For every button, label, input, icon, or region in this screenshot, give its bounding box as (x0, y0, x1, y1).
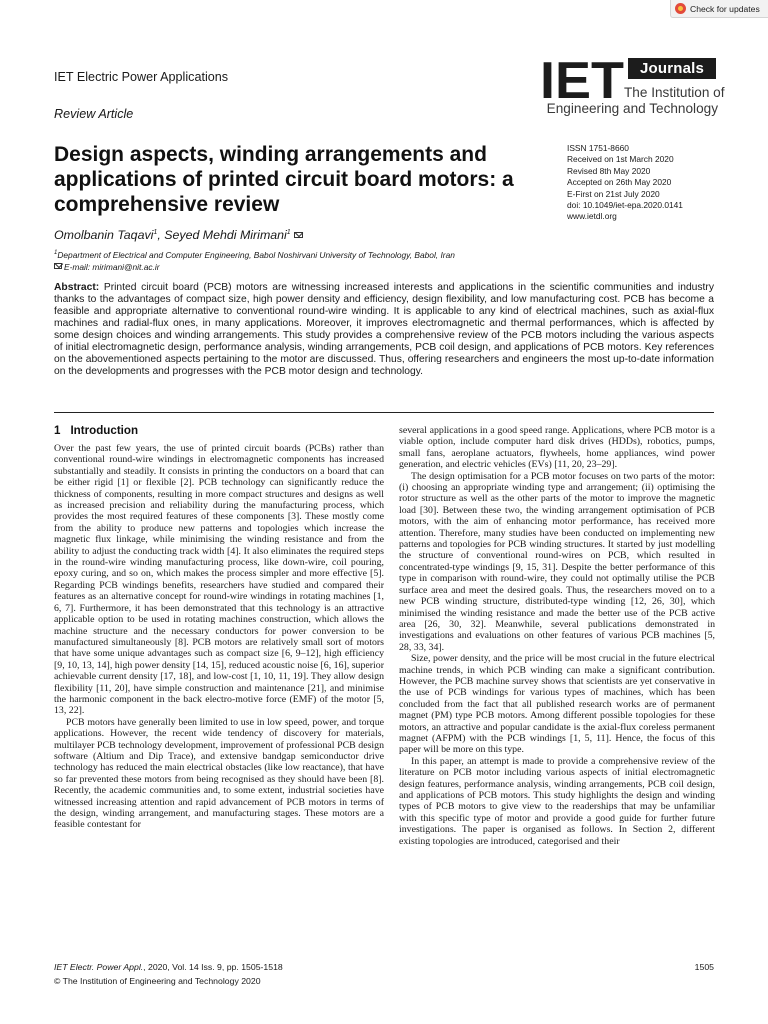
footer-citation (54, 962, 283, 972)
section-number: 1 (54, 424, 61, 437)
body-paragraph: Size, power density, and the price will be most crucial in the future electrical machine trends, in which PCB winding can make a significant contribution. However, the PCB machine survey shows that scientists are yet conservative in the use of PCB windings for various types of machines, which has been concluded from the fact that all published research works are of permanent magnet (PM) type PCB motors. Among different possible topologies for these motors, an attractive and popular candidate is the axial-flux coreless permanent magnet (AFPM) with the PCB windings [1, 5, 11]. Hence, the focus of this paper will be more on this type. (399, 653, 715, 756)
section-divider (54, 412, 714, 413)
abstract-label: Abstract: (54, 282, 100, 293)
journal-abbreviation: IET Electr. Power Appl. (54, 962, 144, 972)
affiliation (54, 250, 455, 260)
envelope-icon (294, 232, 303, 238)
journals-wordmark: Journals (628, 58, 716, 79)
institution-name-line2: Engineering and Technology (546, 101, 718, 116)
copyright-notice: © The Institution of Engineering and Technology 2020 (54, 976, 261, 986)
left-column (54, 424, 384, 831)
check-for-updates-button[interactable] (670, 0, 768, 18)
section-title: Introduction (70, 424, 139, 437)
author-affiliation-mark: 1 (153, 228, 158, 236)
abstract (54, 282, 714, 378)
affiliation-mark: 1 (54, 250, 58, 257)
article-type: Review Article (54, 107, 134, 121)
section-heading (54, 424, 384, 437)
corresponding-email (54, 262, 160, 272)
received-date: Received on 1st March 2020 (567, 154, 674, 165)
issn: ISSN 1751-8660 (567, 143, 629, 153)
body-paragraph: Over the past few years, the use of printed circuit boards (PCBs) rather than conventional round-wire windings in electromagnetic components has increased substantially and steadily. It consists in printing the conductors on a board that can be either rigid [1] or flexible [2]. PCB technology can significantly reduce the thickness of components, resulting in more compact structures and designs as well as increased precision and reliability during the manufacturing process, which provides the most required features of these components [3]. These mostly come from the ability to produce new patterns and topologies which increase the magnetic flux linkage, while minimising the winding resistance and from the ability to adjust the conducting track width [4]. It also eliminates the required steps in the round-wire winding manufacturing process, like down-wire, coil pouring, epoxy curing, and so on, which makes the process simpler and more effective [5]. Regarding PCB windings benefits, researchers have studied and compared their features as an alternative concept for round-wire windings in rotating machines [1, 6, 7]. Furthermore, it has been demonstrated that this technology is an attractive applicable option to be used in rotating machines construction, which allows the machine structure and the necessary conductors for power conversion to be manufactured simultaneously [8]. PCB motors are relatively small sort of motors that have some unique advantages such as compact size [6, 9–12], high efficiency [9, 10, 13, 14], high power density [14, 15], reduced acoustic noise [6, 16], superior achievable current density [17, 18], and low-cost [1, 10, 11, 19]. They allow design flexibility [11, 20], have simple construction and maintenance [21], and minimise the harmonic component in the back electro-motive force (EMF) of the motor [5, 13, 22]. (54, 443, 384, 717)
right-column (399, 425, 715, 847)
institution-name-line1: The Institution of (624, 85, 725, 100)
author-list (54, 228, 303, 242)
author-affiliation-mark: 1 (286, 228, 291, 236)
check-for-updates-label: Check for updates (690, 3, 760, 14)
article-title: Design aspects, winding arrangements and applications of printed circuit board motors: a comprehensive review (54, 143, 514, 216)
journal-name: IET Electric Power Applications (54, 70, 229, 84)
email-text[interactable]: E-mail: mirimani@nit.ac.ir (64, 262, 160, 272)
affiliation-text: Department of Electrical and Computer Engineering, Babol Noshirvani University of Technology, Babol, Iran (57, 250, 455, 260)
iet-journals-logo (540, 58, 725, 122)
publication-info (567, 143, 683, 223)
efirst-date: E-First on 21st July 2020 (567, 188, 660, 199)
doi-link[interactable]: doi: 10.1049/iet-epa.2020.0141 (567, 200, 683, 211)
crossmark-icon (675, 3, 686, 14)
body-paragraph: In this paper, an attempt is made to provide a comprehensive review of the literature on PCB motor including various aspects of initial electromagnetic design features, performance analysis, winding arrangements, PCB coil design, and applications of PCB motors. This study highlights the design and winding types of PCB motors to give view to the readerships that may be unfamiliar with this specific type of motor and provide a good guide for further future investigations. The paper is organised as follows. In Section 2, different existing topologies are introduced, categorised and their (399, 755, 715, 847)
iet-logo-mark (540, 58, 626, 100)
body-paragraph: The design optimisation for a PCB motor focuses on two parts of the motor: (i) choosing an appropriate winding type and arrangement; (ii) optimising the rotor structure as well as the other parts of the motor to improve the magnetic load [30]. Between these two, the winding arrangement optimisation of PCB motors, with the aim of enhancing motor performance, has received more attention. Therefore, many studies have been conducted on implementing new patterns and topologies for PCB winding structures. It started by just modelling the structure of conventional round-wires on PCB, which resulted in concentrated-type windings [9, 15, 31]. Despite the better performance of this type in comparison with round-wire, they could not optimally utilise the PCB surface area and meet the desired goals. Thus, the researchers moved on to a new PCB winding structure, distributed-type winding [12, 26, 30], which minimised the winding resistance and made the better use of the PCB active area [26, 30, 32]. Meanwhile, several publications demonstrated in investigations and evaluations on other features of various PCB machines [5, 28, 33, 34]. (399, 470, 715, 653)
page-number: 1505 (694, 962, 714, 972)
accepted-date: Accepted on 26th May 2020 (567, 177, 672, 188)
author-name: Omolbanin Taqavi (54, 228, 154, 242)
envelope-icon (54, 263, 62, 269)
citation-details: , 2020, Vol. 14 Iss. 9, pp. 1505-1518 (143, 962, 283, 972)
ietdl-link[interactable]: www.ietdl.org (567, 211, 617, 222)
abstract-text: Printed circuit board (PCB) motors are witnessing increased interests and applications in the scientific communities and industry thanks to the advantages of compact size, high power density and efficiency, design flexibility, and low manufacturing cost. PCB has become a feasible and appropriate alternative to conventional round-wire winding. It is applicable to any kind of electrical machines, such as axial-flux machines and radial-flux ones, in many applications. Moreover, it improves electromagnetic and thermal performances, which is affected by some design choices and winding arrangements. This study provides a comprehensive review of the PCB motors including the various aspects of initial electromagnetic design, performance analysis, winding arrangements, PCB coil design, and applications of PCB motors. Key references on the abovementioned aspects pertaining to the motor are discussed. Thus, offering researchers and engineers the most up-to-date information on the developments and progresses with the PCB motor design and technology. (54, 282, 714, 377)
iet-mark-text: IET (540, 58, 625, 100)
revised-date: Revised 8th May 2020 (567, 165, 651, 176)
author-separator: , (157, 228, 165, 242)
body-paragraph: PCB motors have generally been limited to use in low speed, power, and torque applications. However, the recent wide tendency of discovery for materials, multilayer PCB technology development, improvement of professional PCB design software (Altium and Dip Trace), and extensive bandgap semiconductor drive technology has reduced the main electrical obstacles (like low reactance), that have so far prevented these motors from being recognised as they should have been [8]. Recently, the academic communities and, to some extent, industrial societies have witnessed increasing attention and rapid advancement of PCB motors in terms of the design, winding arrangement, and manufacturing stages. These motors are a feasible contestant for (54, 716, 384, 831)
body-paragraph: several applications in a good speed range. Applications, where PCB motor is a viable option, include computer hard disk drives (HDDs), robotics, pumps, small fans, aeroplane actuators, flywheels, home appliances, wind power generation, and electric vehicles (EVs) [11, 20, 23–29]. (399, 425, 715, 471)
author-name: Seyed Mehdi Mirimani (164, 228, 287, 242)
